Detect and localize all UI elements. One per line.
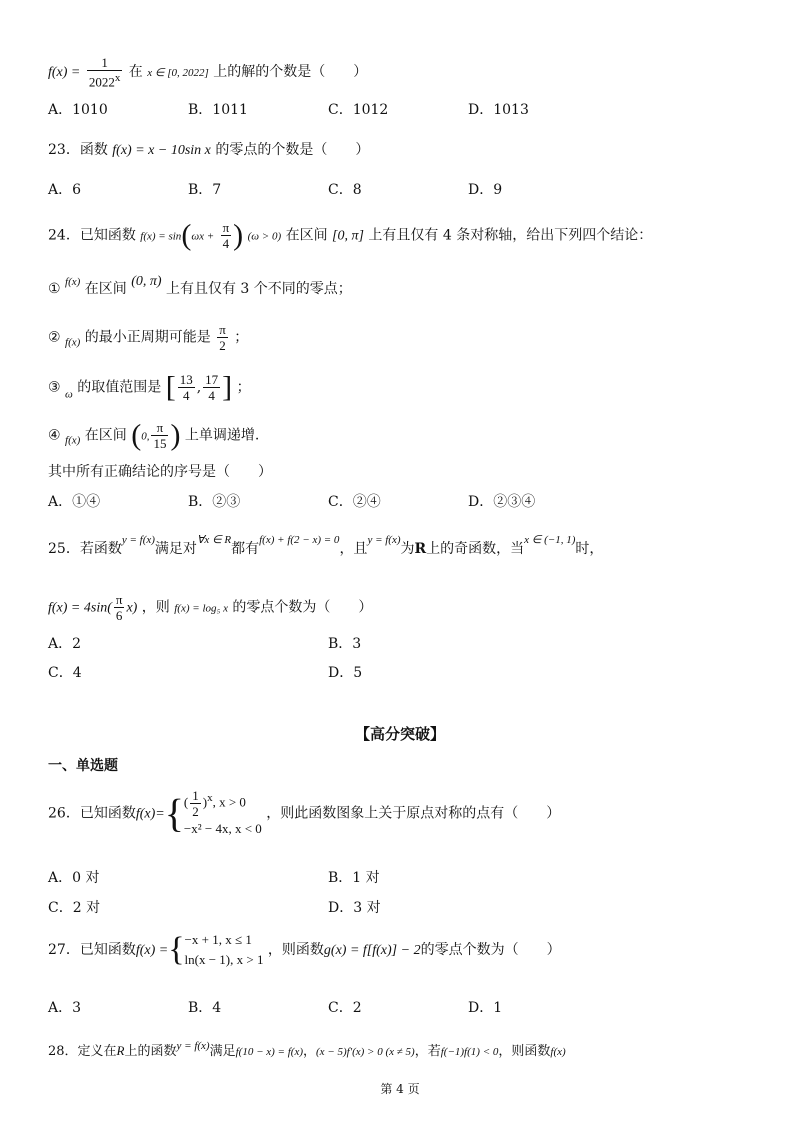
item-func: f(x): [65, 434, 81, 447]
q22-fraction: [87, 55, 123, 89]
q28-text: 满足: [209, 1044, 236, 1059]
item-text: 在区间: [84, 281, 127, 297]
q24-interval: [0, π]: [332, 228, 364, 244]
q28-text: ，: [302, 1044, 316, 1059]
q25-text: 都有: [231, 541, 260, 557]
q28-stem: [48, 1036, 566, 1062]
item-text: 在区间: [84, 427, 127, 444]
q25-equation: f(x) + f(2 − x) = 0: [259, 534, 340, 546]
q26-option-b[interactable]: B．1 对: [328, 870, 380, 886]
q24-number: 24．已知函数: [48, 227, 136, 244]
q24-ask: 其中所有正确结论的序号是（ ）: [48, 464, 272, 480]
q23-option-b[interactable]: B．7: [188, 182, 222, 198]
q22-option-a[interactable]: A．1010: [48, 102, 108, 118]
q22-frac-den: 2022$^x$: [88, 72, 121, 90]
item-mark: ③: [48, 379, 61, 396]
q25-func-end: x): [126, 600, 138, 616]
q22-option-d[interactable]: D．1013: [468, 102, 529, 118]
item-func: f(x): [65, 336, 81, 349]
q25-condition: x ∈ (−1, 1): [524, 534, 576, 546]
item-mark: ①: [48, 281, 61, 297]
q24-text-post: 上有且仅有 4 条对称轴，给出下列四个结论：: [368, 227, 653, 244]
q23-option-d[interactable]: D．9: [468, 182, 503, 198]
q26-piece-1: ( $\frac{1}{2}$ )$^x$, x > 0: [183, 788, 246, 819]
item-frac-1: $\frac{13}{4}$: [179, 372, 193, 403]
q24-item-1: [48, 272, 352, 299]
comma: ,: [196, 379, 202, 396]
q27-pieces: [185, 930, 264, 970]
item-interval: (0, π): [131, 274, 162, 289]
q25-option-a[interactable]: A．2: [48, 636, 82, 652]
item-frac-2: $\frac{17}{4}$: [205, 372, 219, 403]
q26-stem: [48, 788, 560, 839]
q25-text: ，则: [141, 599, 170, 616]
q25-text: ，且: [339, 541, 368, 557]
item-fraction: $\frac{\pi}{2}$: [219, 322, 226, 353]
q22-frac-num: 1: [87, 55, 123, 71]
q22-func: f(x) =: [48, 65, 81, 81]
q28-text: 上的函数: [124, 1044, 177, 1059]
q23-option-c[interactable]: C．8: [328, 182, 362, 198]
q27-option-b[interactable]: B．4: [188, 1000, 222, 1016]
q28-text: ，则函数: [498, 1044, 551, 1059]
item-text-post: 上有且仅有 3 个不同的零点；: [165, 281, 352, 297]
q25-stem: [48, 530, 752, 559]
q28-set-r: R: [116, 1043, 125, 1058]
q28-text: ，若: [414, 1044, 441, 1059]
q24-paren-right: ): [233, 218, 244, 252]
item-mark: ②: [48, 329, 61, 346]
bracket-right: ]: [222, 370, 233, 404]
q22-option-c[interactable]: C．1012: [328, 102, 389, 118]
q22-option-b[interactable]: B．1011: [188, 102, 248, 118]
q27-func: f(x) =: [135, 943, 169, 958]
q22-text-post: 上的解的个数是（ ）: [213, 64, 368, 81]
q26-pieces: [184, 788, 262, 839]
q23-number: 23．函数: [48, 142, 108, 158]
q25-text: 的零点个数为（ ）: [232, 599, 373, 616]
section-subtitle: 一、单选题: [48, 758, 118, 774]
q25-text: 为: [400, 541, 415, 557]
item-text-post: ；: [236, 379, 251, 396]
q26-option-d[interactable]: D．3 对: [328, 900, 381, 916]
item-fraction: $\frac{\pi}{15}$: [153, 420, 167, 451]
q25-yfx: y = f(x): [367, 534, 401, 546]
q26-piece-2: −x² − 4x, x < 0: [183, 821, 262, 836]
q22-condition: x ∈ [0, 2022]: [147, 67, 209, 80]
q28-eq2: (x − 5)f′(x) > 0 (x ≠ 5): [316, 1046, 415, 1058]
q24-option-c[interactable]: C．②④: [328, 494, 381, 510]
q28-yfx: y = f(x): [176, 1040, 210, 1052]
q28-fx: f(x): [550, 1046, 566, 1058]
q28-eq1: f(10 − x) = f(x): [235, 1046, 303, 1058]
q24-item-3: [48, 372, 251, 405]
q27-text-post: 的零点个数为（ ）: [420, 942, 561, 958]
q23-func: f(x) = x − 10sin x: [112, 143, 211, 158]
item-mark: ④: [48, 427, 61, 444]
q23-option-a[interactable]: A．6: [48, 182, 82, 198]
q26-func: f(x)=: [135, 806, 165, 822]
q27-text: ，则函数: [267, 942, 324, 958]
item-func: f(x): [65, 276, 81, 288]
q27-option-a[interactable]: A．3: [48, 1000, 82, 1016]
q26-number: 26．已知函数: [48, 805, 136, 822]
q22-stem: [48, 55, 367, 89]
q26-text: ，则此函数图象上关于原点对称的点有（ ）: [266, 805, 561, 822]
q24-item-4: [48, 420, 259, 451]
item-text-post: 上单调递增.: [184, 427, 260, 444]
q24-option-a[interactable]: A．①④: [48, 494, 101, 510]
bracket-left: [: [165, 370, 176, 404]
q25-option-b[interactable]: B．3: [328, 636, 362, 652]
item-text: 的取值范围是: [77, 379, 162, 396]
zero: 0,: [141, 430, 150, 443]
q27-number: 27．已知函数: [48, 942, 136, 958]
q25-number: 25．若函数: [48, 541, 122, 557]
q25-pi-over-6: $\frac{\pi}{6}$: [115, 592, 123, 623]
q25-option-c[interactable]: C．4: [48, 665, 82, 681]
q26-option-a[interactable]: A．0 对: [48, 870, 100, 886]
q25-option-d[interactable]: D．5: [328, 665, 363, 681]
item-text: 的最小正周期可能是: [84, 329, 211, 346]
q24-condition: (ω > 0): [247, 230, 282, 243]
paren-left: (: [131, 418, 142, 452]
q25-stem-line2: [48, 592, 372, 623]
q23-stem: [48, 140, 369, 161]
q27-stem: [48, 930, 561, 970]
q25-log: f(x) = log₅ x: [174, 602, 228, 615]
q24-pi-over-4: $\frac{\pi}{4}$: [222, 220, 230, 251]
page-footer: 第 4 页: [380, 1082, 420, 1096]
q25-forall: ∀x ∈ R: [196, 534, 232, 546]
q27-option-c[interactable]: C．2: [328, 1000, 362, 1016]
q24-option-d[interactable]: D．②③④: [468, 494, 536, 510]
q25-yfx: y = f(x): [121, 534, 155, 546]
q22-text: 在: [128, 64, 143, 81]
q24-arg: ωx +: [191, 230, 215, 243]
q24-option-b[interactable]: B．②③: [188, 494, 241, 510]
q26-brace: {: [164, 790, 184, 836]
section-title: 【高分突破】: [354, 725, 445, 743]
q25-func: f(x) = 4sin(: [48, 600, 112, 616]
q24-stem: [48, 220, 652, 251]
q28-eq3: f(−1)f(1) < 0: [440, 1046, 499, 1058]
q25-set-r: R: [414, 541, 427, 557]
q24-func: f(x) = sin: [140, 230, 182, 243]
q27-brace: {: [168, 931, 185, 968]
q24-paren-left: (: [181, 218, 192, 252]
q25-text: 时，: [575, 541, 604, 557]
q28-number: 28．定义在: [48, 1044, 117, 1059]
item-text-post: ；: [234, 329, 249, 346]
q26-option-c[interactable]: C．2 对: [48, 900, 101, 916]
q27-option-d[interactable]: D．1: [468, 1000, 503, 1016]
q25-text: 满足对: [154, 541, 197, 557]
q24-item-2: [48, 322, 248, 353]
q25-text: 上的奇函数，当: [426, 541, 525, 557]
q27-g: g(x) = f[f(x)] − 2: [323, 943, 421, 958]
q27-piece-2: ln(x − 1), x > 1: [184, 952, 264, 967]
q27-piece-1: −x + 1, x ≤ 1: [184, 932, 252, 947]
item-func: ω: [65, 388, 73, 401]
paren-right: ): [170, 418, 181, 452]
q23-text: 的零点的个数是（ ）: [215, 142, 370, 158]
q24-text: 在区间: [285, 227, 328, 244]
